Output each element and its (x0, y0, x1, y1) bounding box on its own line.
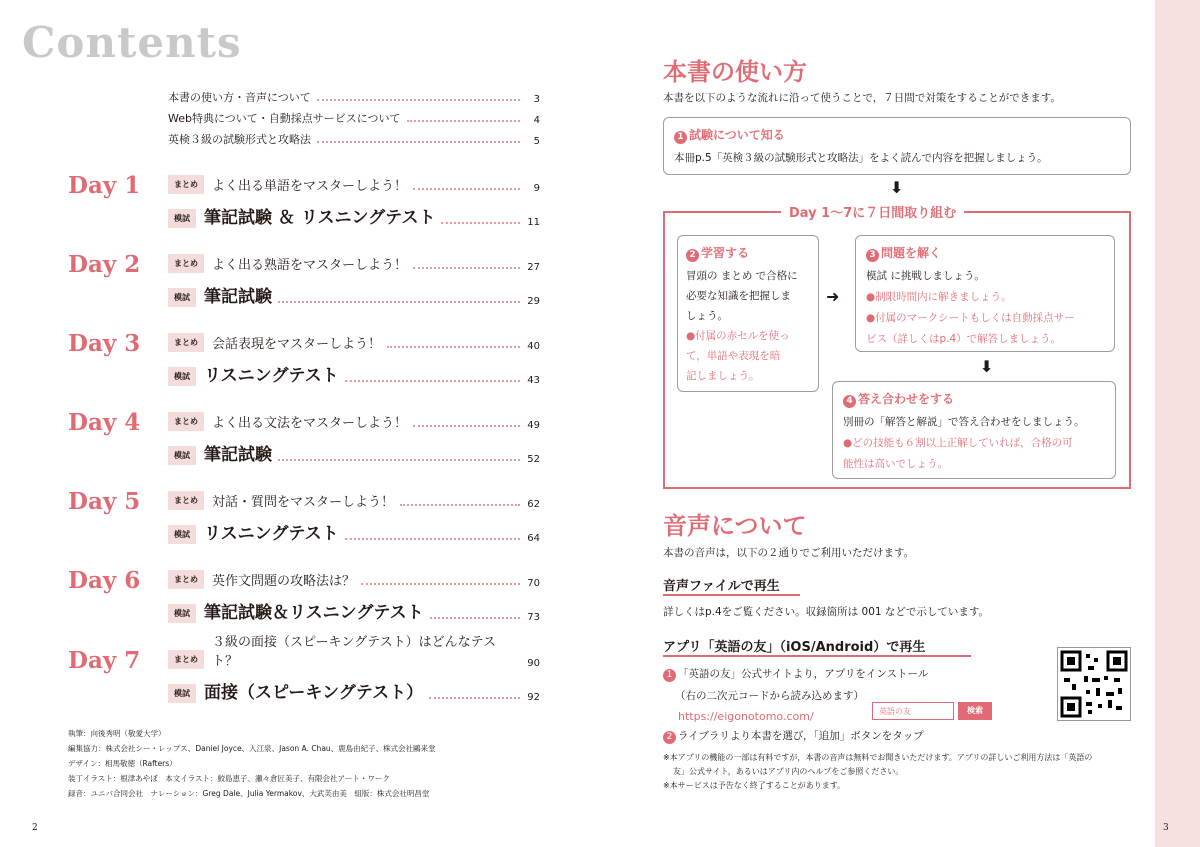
toc-row-moshi[interactable]: 模試 筆記試験 ＆ リスニングテスト 11 (168, 200, 540, 228)
toc-row-matome[interactable]: まとめ 会話表現をマスターしよう！ 40 (168, 328, 540, 352)
step1-title: 1 試験について知る (674, 126, 785, 144)
search-box: 英語の友 (872, 702, 954, 720)
audio-intro: 本書の音声は，以下の２通りでご利用いただけます。 (663, 547, 915, 559)
app-note: 友」公式サイト，あるいはアプリ内のヘルプをご参照ください。 (673, 767, 904, 776)
step-number-icon: 1 (674, 131, 687, 144)
howto-intro: 本書を以下のような流れに沿って使うことで，７日間で対策をすることができます。 (663, 92, 1061, 104)
page-number-left: 2 (32, 823, 38, 833)
day-label: Day 3 (68, 330, 141, 357)
moshi-tag: 模試 (168, 288, 196, 307)
page-edge-strip (1155, 0, 1200, 847)
app-step1: 1 「英語の友」公式サイトより，アプリをインストール (663, 666, 928, 682)
toc-row-moshi[interactable]: 模試 筆記試験＆リスニングテスト 73 (168, 595, 540, 623)
matome-tag: まとめ (168, 491, 204, 510)
app-heading-underline (663, 655, 971, 657)
step-number-icon: 2 (663, 731, 676, 744)
file-heading-underline (663, 594, 800, 596)
frame-label: Day 1〜7に７日間取り組む (781, 202, 964, 221)
app-step2: 2 ライブラリより本書を選び，「追加」ボタンをタップ (663, 728, 924, 744)
moshi-tag: 模試 (168, 525, 196, 544)
qr-code-icon (1057, 647, 1131, 721)
arrow-down-icon: ⬇ (980, 357, 994, 376)
matome-tag: まとめ (168, 254, 204, 273)
step-number-icon: 1 (663, 669, 676, 682)
day-label: Day 4 (68, 409, 141, 436)
file-heading: 音声ファイルで再生 (663, 579, 780, 594)
toc-intro-row[interactable]: 英検３級の試験形式と攻略法 5 (168, 133, 540, 147)
toc-intro-row[interactable]: Web特典について・自動採点サービスについて 4 (168, 112, 540, 126)
howto-title: 本書の使い方 (663, 58, 807, 86)
toc-row-matome[interactable]: まとめ ３級の面接（スピーキングテスト）はどんなテスト？ 90 (168, 645, 540, 669)
step3-box (855, 235, 1115, 352)
step4-title: 4 答え合わせをする (843, 390, 954, 408)
toc-row-moshi[interactable]: 模試 面接（スピーキングテスト） 92 (168, 675, 540, 703)
app-note: ※本サービスは予告なく終了することがあります。 (663, 781, 846, 790)
step4-text: 別冊の「解答と解説」で答え合わせをしましょう。 ●どの技能も６割以上正解していれば，合格の可 能性は高いでしょう。 (843, 416, 1085, 470)
moshi-tag: 模試 (168, 604, 196, 623)
credits: 執筆：向後秀明（敬愛大学） 編集協力：株式会社シー・レップス、Daniel Joyce、入江泉、Jason A. Chau、鹿島由紀子、株式会社鷗来堂 デザイン：相馬敬徳（Rafters） 装丁イラスト：根津あやぼ 本文イラスト：鮫島恵子、瀬々倉匠美子、有限会社アート・ワーク 録音：ユニバ合同会社 ナレーション：Greg Dale、Julia Yermakov、大武芙由美 組版：株式会社明昌堂 (68, 729, 436, 798)
arrow-down-icon: ⬇ (890, 178, 904, 197)
file-text: 詳しくはp.4をご覧ください。収録箇所は 001 などで示しています。 (663, 606, 990, 618)
toc-row-matome[interactable]: まとめ よく出る熟語をマスターしよう！ 27 (168, 249, 540, 273)
app-heading: アプリ「英語の友」（iOS/Android）で再生 (663, 640, 926, 655)
moshi-tag: 模試 (168, 367, 196, 386)
step2-box (677, 235, 819, 392)
step2-title: 2 学習する (686, 244, 749, 262)
app-step1b: （右の二次元コードから読み込めます） (675, 690, 864, 702)
day-label: Day 2 (68, 251, 141, 278)
step3-text: 模試 に挑戦しましょう。 ●制限時間内に解きましょう。 ●付属のマークシートもしくは自動採点サー ビス（詳しくはp.4）で解答しましょう。 (866, 270, 1075, 345)
day-label: Day 1 (68, 172, 141, 199)
page-number-right: 3 (1163, 823, 1169, 833)
toc-row-moshi[interactable]: 模試 リスニングテスト 43 (168, 358, 540, 386)
day-label: Day 6 (68, 567, 141, 594)
step1-box (663, 117, 1131, 175)
matome-tag: まとめ (168, 175, 204, 194)
step-number-icon: 3 (866, 249, 879, 262)
toc-row-moshi[interactable]: 模試 筆記試験 29 (168, 279, 540, 307)
step1-text: 本冊p.5「英検３級の試験形式と攻略法」をよく読んで内容を把握しましょう。 (674, 152, 1048, 164)
matome-tag: まとめ (168, 650, 204, 669)
step-number-icon: 4 (843, 395, 856, 408)
step3-title: 3 問題を解く (866, 244, 941, 262)
toc-row-matome[interactable]: まとめ よく出る単語をマスターしよう！ 9 (168, 170, 540, 194)
matome-tag: まとめ (168, 333, 204, 352)
moshi-tag: 模試 (168, 684, 196, 703)
day-label: Day 5 (68, 488, 141, 515)
contents-title: Contents (22, 18, 242, 67)
matome-tag: まとめ (168, 570, 204, 589)
day-label: Day 7 (68, 647, 141, 674)
app-note: ※本アプリの機能の一部は有料ですが，本書の音声は無料でお聞きいただけます。アプリの詳しいご利用方法は「英語の (663, 753, 1093, 762)
toc-row-moshi[interactable]: 模試 リスニングテスト 64 (168, 516, 540, 544)
search-button: 検索 (958, 702, 992, 720)
step-number-icon: 2 (686, 249, 699, 262)
toc-row-matome[interactable]: まとめ 英作文問題の攻略法は？ 70 (168, 565, 540, 589)
toc-intro-row[interactable]: 本書の使い方・音声について 3 (168, 91, 540, 105)
step2-text: 冒頭の まとめ で合格に 必要な知識を把握しま しょう。 ●付属の赤セルを使っ て，単語や表現を暗 記しましょう。 (686, 270, 798, 382)
arrow-right-icon: ➜ (826, 287, 840, 306)
moshi-tag: 模試 (168, 209, 196, 228)
toc-intro (168, 84, 540, 147)
toc-row-moshi[interactable]: 模試 筆記試験 52 (168, 437, 540, 465)
step4-box (832, 381, 1116, 479)
moshi-tag: 模試 (168, 446, 196, 465)
matome-tag: まとめ (168, 412, 204, 431)
audio-title: 音声について (663, 512, 807, 540)
toc-row-matome[interactable]: まとめ 対話・質問をマスターしよう！ 62 (168, 486, 540, 510)
toc-row-matome[interactable]: まとめ よく出る文法をマスターしよう！ 49 (168, 407, 540, 431)
app-url-link[interactable]: https://eigonotomo.com/ (678, 710, 814, 723)
